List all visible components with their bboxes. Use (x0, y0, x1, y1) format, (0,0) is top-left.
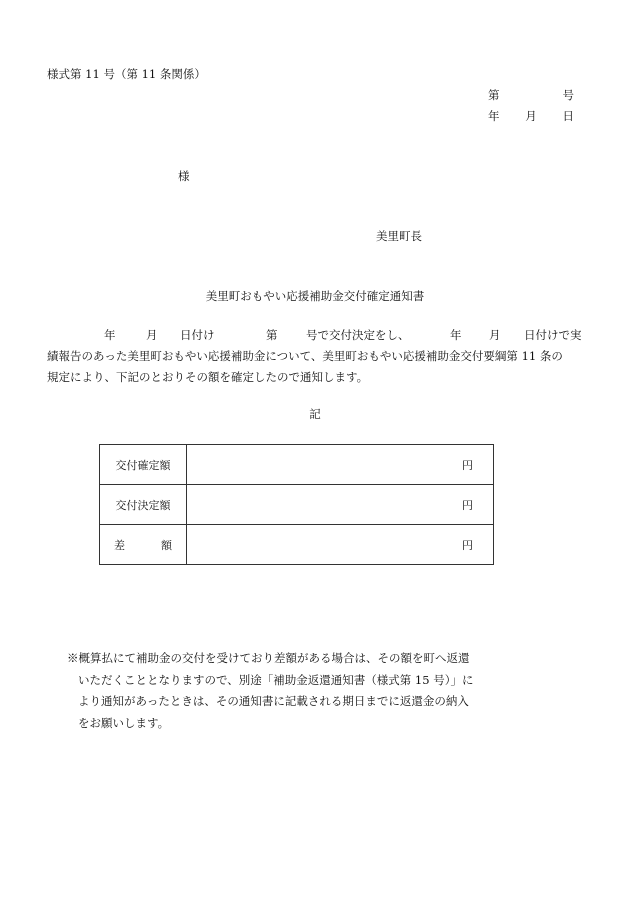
ki-heading: 記 (309, 407, 321, 421)
document-number-suffix: 号 (562, 88, 574, 102)
row-value-difference: 円 (187, 525, 494, 565)
body-day-1: 日付け (180, 328, 215, 342)
document-date (488, 108, 574, 124)
date-day: 日 (562, 109, 574, 123)
form-number: 様式第 11 号（第 11 条関係） (47, 67, 206, 81)
table-row (100, 445, 494, 485)
body-day-2: 日付けで実 (524, 328, 582, 342)
body-decision: 号で交付決定をし、 (306, 328, 410, 342)
document-number-prefix: 第 (488, 88, 500, 102)
note-line-3: より通知があったときは、その通知書に記載される期日までに返還金の納入 (78, 694, 469, 708)
document-number (488, 87, 574, 103)
body-line-2: 績報告のあった美里町おもやい応援補助金について、美里町おもやい応援補助金交付要綱第 11 条の (47, 349, 563, 363)
date-month: 月 (525, 109, 537, 123)
table-row (100, 525, 494, 565)
addressee: 様 (178, 169, 190, 183)
document-title: 美里町おもやい応援補助金交付確定通知書 (205, 289, 425, 303)
row-label-confirmed: 交付確定額 (100, 445, 187, 485)
note-line-2: いただくこととなりますので、別途「補助金返還通知書（様式第 15 号）」に (78, 672, 474, 687)
row-label-difference (100, 525, 187, 565)
body-year-2: 年 (450, 328, 462, 342)
row-label-decided: 交付決定額 (100, 485, 187, 525)
row-value-decided: 円 (187, 485, 494, 525)
note-line-1: ※概算払にて補助金の交付を受けており差額がある場合は、その額を町へ返還 (67, 651, 470, 665)
date-year: 年 (488, 109, 500, 123)
amount-table (99, 444, 494, 565)
difference-label-right: 額 (161, 538, 172, 552)
note-line-4: をお願いします。 (78, 715, 170, 730)
difference-label-left: 差 (114, 538, 125, 552)
note (67, 648, 507, 734)
issuer: 美里町長 (376, 229, 422, 243)
body-month-2: 月 (489, 328, 501, 342)
body-dai: 第 (266, 328, 278, 342)
row-value-confirmed: 円 (187, 445, 494, 485)
table-row (100, 485, 494, 525)
body-month-1: 月 (146, 328, 158, 342)
body-line-3: 規定により、下記のとおりその額を確定したので通知します。 (47, 370, 369, 384)
body-year-1: 年 (104, 328, 116, 342)
